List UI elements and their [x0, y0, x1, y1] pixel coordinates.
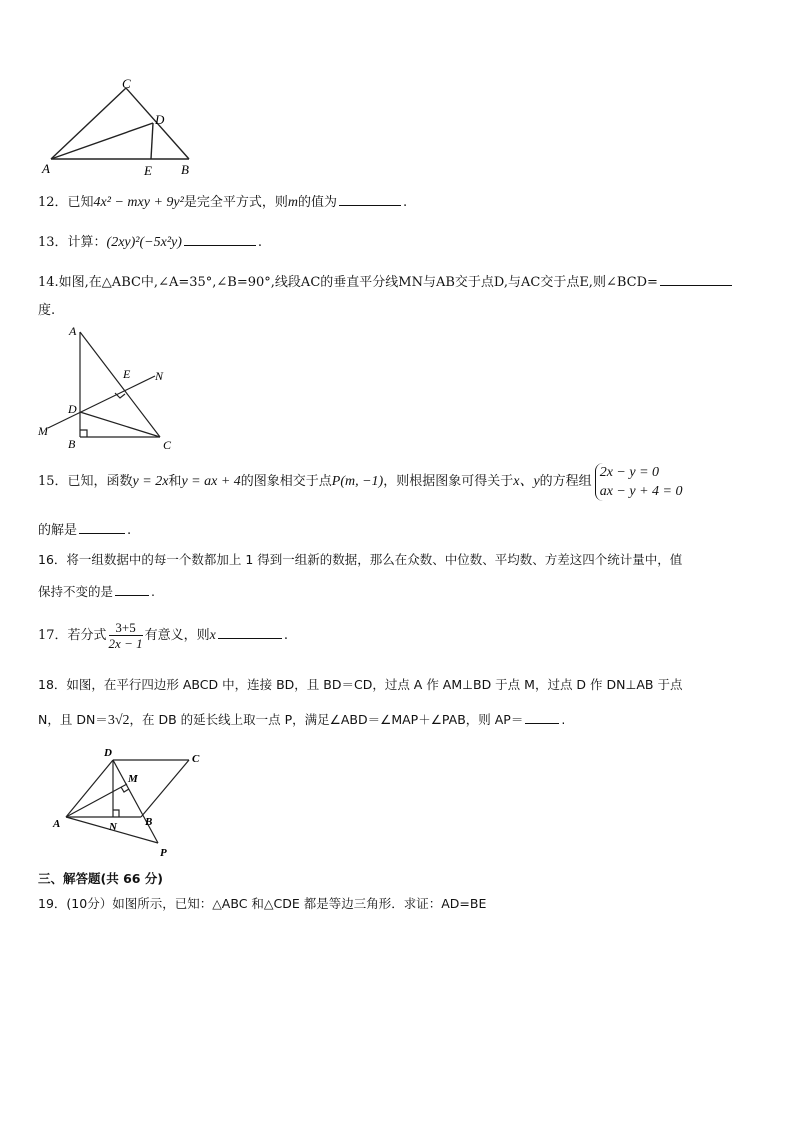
- q18-line-1-text: 18．如图，在平行四边形 ABCD 中，连接 BD，且 BD＝CD，过点 A 作 AM⊥BD 于点 M，过点 D 作 DN⊥AB 于点: [38, 677, 683, 692]
- label-c: C: [122, 76, 131, 91]
- label-c: C: [192, 753, 200, 765]
- question-16-line-2: [38, 582, 155, 601]
- section-3-title: 三、解答题(共 66 分): [38, 871, 164, 886]
- q16-answer-blank[interactable]: [115, 582, 149, 596]
- q17-answer-blank[interactable]: [218, 625, 282, 639]
- question-13: [38, 232, 262, 252]
- line-mn: [48, 376, 155, 428]
- segment-am: [66, 784, 127, 817]
- label-a: A: [42, 161, 50, 176]
- question-17: [38, 616, 288, 656]
- q15-point: P(m, −1): [331, 474, 384, 489]
- label-b: B: [181, 162, 189, 177]
- segment-de: [151, 123, 153, 159]
- label-d: D: [155, 112, 165, 127]
- label-a: A: [69, 324, 77, 338]
- label-e: E: [123, 367, 131, 381]
- q15-text-c: 的图象相交于点: [240, 474, 332, 489]
- segment-ac-hypotenuse: [80, 332, 160, 437]
- q18-line-2-text-b: ，在 DB 的延长线上取一点 P，满足∠ABD＝∠MAP＋∠PAB，则 AP＝: [129, 712, 524, 727]
- q15-answer-blank[interactable]: [79, 520, 125, 534]
- q18-expression: 3√2: [107, 713, 130, 728]
- q15-equation-2: ax − y + 4 = 0: [599, 483, 683, 499]
- q15-text-b: 和: [168, 474, 182, 489]
- label-e: E: [144, 163, 152, 178]
- q17-denominator: 2x − 1: [108, 636, 143, 651]
- figure-q14: [34, 320, 184, 454]
- q16-line-1-text: 16．将一组数据中的每一个数都加上 1 得到一组新的数据，那么在众数、中位数、平均数、方差这四个统计量中，值: [38, 552, 683, 567]
- question-12: [38, 192, 407, 212]
- q15-function-2: y = ax + 4: [181, 474, 241, 489]
- segment-ad: [51, 123, 153, 159]
- q15-line-2-text: 的解是: [38, 523, 78, 538]
- question-18-line-1: [38, 676, 682, 694]
- q13-text-a: 13．计算：: [38, 235, 107, 250]
- right-angle-mark-e: [115, 393, 125, 398]
- q12-text-c: 的值为: [297, 195, 337, 210]
- q16-period: .: [151, 584, 155, 599]
- q15-variables: x、y: [513, 474, 540, 489]
- q17-text-a: 17．若分式: [38, 628, 107, 643]
- q18-period: .: [561, 712, 566, 727]
- q17-text-b: 有意义，则: [144, 628, 210, 643]
- q18-answer-blank[interactable]: [525, 710, 559, 724]
- q12-answer-blank[interactable]: [339, 192, 401, 206]
- question-19: [38, 895, 486, 913]
- figure-q18: [48, 742, 218, 862]
- q19-text: 19．(10分）如图所示，已知：△ABC 和△CDE 都是等边三角形．求证：AD=BE: [38, 896, 487, 911]
- label-d: D: [104, 747, 112, 759]
- question-16-line-1: [38, 551, 682, 569]
- q15-text-d: ，则根据图象可得关于: [383, 474, 514, 489]
- q15-function-1: y = 2x: [132, 474, 169, 489]
- question-18-line-2: [38, 710, 565, 730]
- label-d: D: [68, 402, 77, 416]
- label-b: B: [145, 816, 153, 828]
- question-14-line-1: [38, 272, 734, 292]
- segment-ad: [66, 760, 113, 817]
- right-angle-mark-n: [113, 810, 119, 817]
- q13-answer-blank[interactable]: [184, 232, 256, 246]
- q12-text-a: 12．已知: [38, 195, 94, 210]
- q14-text: 14.如图,在△ABC中,∠A=35°,∠B=90°,线段AC的垂直平分线MN与AB交于点D,与AC交于点E,则∠BCD=: [38, 275, 658, 290]
- q15-period: .: [127, 523, 132, 538]
- q13-expression: (2xy)²(−5x²y): [106, 235, 182, 250]
- label-m: M: [38, 424, 48, 438]
- q18-line-2-text-a: N，且 DN＝: [38, 712, 108, 727]
- label-n: N: [109, 821, 117, 833]
- label-c: C: [163, 438, 172, 452]
- q12-expression: 4x² − mxy + 9y²: [93, 195, 184, 210]
- label-p: P: [160, 847, 167, 859]
- segment-dc: [80, 412, 160, 437]
- question-14-line-2: [38, 302, 55, 320]
- q13-period: .: [257, 235, 263, 250]
- question-15-line-2: [38, 520, 131, 540]
- figure-triangle-abc-top: [36, 76, 206, 178]
- q12-period: .: [402, 195, 408, 210]
- q15-text-a: 15．已知，函数: [38, 474, 133, 489]
- q14-answer-blank[interactable]: [660, 272, 732, 286]
- q15-text-e: 的方程组: [539, 474, 592, 489]
- q12-variable: m: [287, 195, 298, 210]
- label-m: M: [128, 773, 138, 785]
- q16-line-2-text: 保持不变的是: [38, 584, 114, 599]
- q15-equation-system: [595, 463, 683, 501]
- q17-variable: x: [209, 628, 216, 643]
- label-b: B: [68, 437, 76, 451]
- section-3-heading: [38, 870, 163, 888]
- q15-equation-1: 2x − y = 0: [599, 464, 660, 480]
- question-15-line-1: [38, 460, 682, 504]
- label-n: N: [155, 369, 164, 383]
- label-a: A: [53, 818, 61, 830]
- q17-numerator: 3+5: [109, 620, 143, 636]
- segment-cb: [141, 760, 189, 817]
- q17-fraction: [109, 620, 143, 651]
- q17-period: .: [283, 628, 288, 643]
- q14-unit: 度.: [38, 303, 56, 318]
- right-angle-mark-b: [80, 430, 87, 437]
- segment-ac: [51, 88, 126, 159]
- q12-text-b: 是完全平方式，则: [183, 195, 288, 210]
